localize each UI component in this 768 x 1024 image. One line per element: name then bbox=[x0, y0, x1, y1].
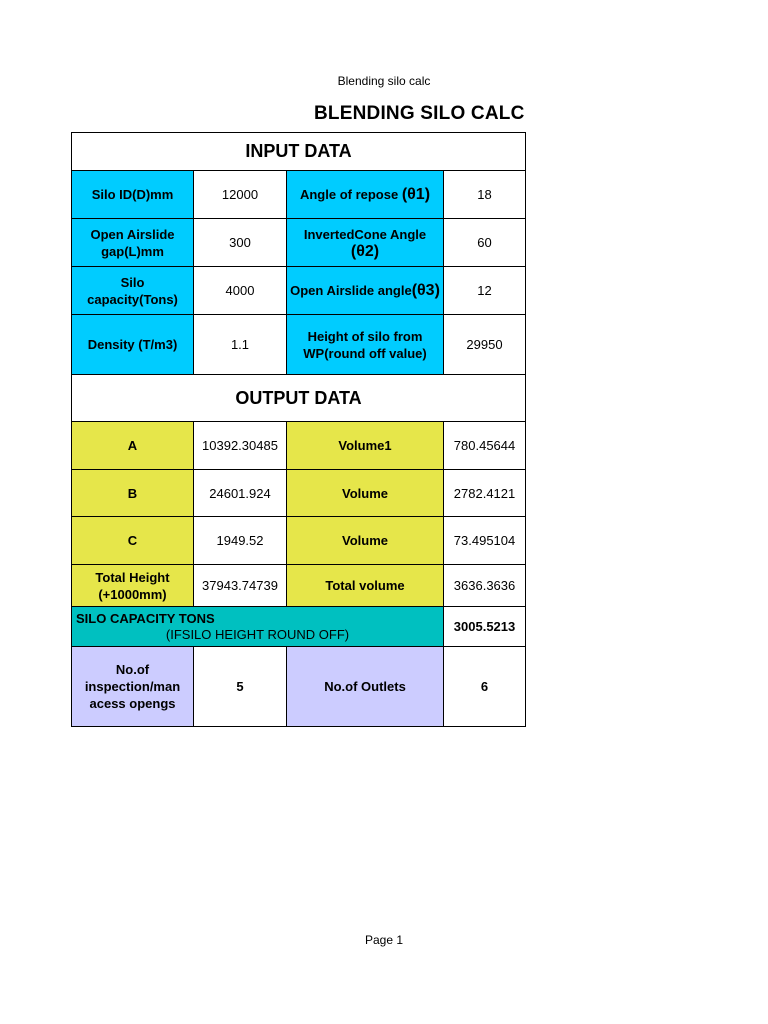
input-row bbox=[72, 315, 526, 375]
output-label: Total Height (+1000mm) bbox=[72, 565, 194, 607]
input-label: Silo ID(D)mm bbox=[72, 171, 194, 219]
output-cell[interactable]: 73.495104 bbox=[444, 517, 526, 565]
input-cell[interactable]: 12 bbox=[444, 267, 526, 315]
input-label: Open Airslide angle(θ3) bbox=[287, 267, 444, 315]
output-row bbox=[72, 517, 526, 565]
output-cell[interactable]: 3636.3636 bbox=[444, 565, 526, 607]
input-row bbox=[72, 219, 526, 267]
input-cell[interactable]: 29950 bbox=[444, 315, 526, 375]
input-row bbox=[72, 171, 526, 219]
output-label: A bbox=[72, 422, 194, 470]
output-label: Total volume bbox=[287, 565, 444, 607]
output-row bbox=[72, 565, 526, 607]
input-label: InvertedCone Angle (θ2) bbox=[287, 219, 444, 267]
input-data-heading: INPUT DATA bbox=[72, 133, 526, 171]
theta3-symbol: (θ3) bbox=[411, 282, 440, 299]
input-label: Silo capacity(Tons) bbox=[72, 267, 194, 315]
outlets-value[interactable]: 6 bbox=[444, 647, 526, 727]
sheet-title: BLENDING SILO CALC bbox=[314, 103, 524, 124]
output-label: B bbox=[72, 470, 194, 517]
input-label: Angle of repose (θ1) bbox=[287, 171, 444, 219]
output-cell[interactable]: 1949.52 bbox=[194, 517, 287, 565]
input-label: Height of silo from WP(round off value) bbox=[287, 315, 444, 375]
theta2-symbol: (θ2) bbox=[350, 242, 380, 260]
output-cell[interactable]: 2782.4121 bbox=[444, 470, 526, 517]
input-cell[interactable]: 60 bbox=[444, 219, 526, 267]
output-label: Volume bbox=[287, 517, 444, 565]
input-cell[interactable]: 12000 bbox=[194, 171, 287, 219]
capacity-row bbox=[72, 607, 526, 647]
output-cell[interactable]: 37943.74739 bbox=[194, 565, 287, 607]
silo-calc-table bbox=[71, 132, 526, 727]
input-cell[interactable]: 18 bbox=[444, 171, 526, 219]
input-row bbox=[72, 267, 526, 315]
theta1-symbol: (θ1) bbox=[401, 186, 431, 203]
page-header: Blending silo calc bbox=[337, 74, 431, 88]
output-cell[interactable]: 780.45644 bbox=[444, 422, 526, 470]
input-cell[interactable]: 1.1 bbox=[194, 315, 287, 375]
misc-row bbox=[72, 647, 526, 727]
input-cell[interactable]: 4000 bbox=[194, 267, 287, 315]
input-label: Open Airslide gap(L)mm bbox=[72, 219, 194, 267]
output-label: C bbox=[72, 517, 194, 565]
inspection-value[interactable]: 5 bbox=[194, 647, 287, 727]
output-cell[interactable]: 10392.30485 bbox=[194, 422, 287, 470]
output-row bbox=[72, 470, 526, 517]
capacity-label: SILO CAPACITY TONS bbox=[76, 610, 215, 626]
output-cell[interactable]: 24601.924 bbox=[194, 470, 287, 517]
inspection-label: No.of inspection/man acess opengs bbox=[72, 647, 194, 727]
output-label: Volume bbox=[287, 470, 444, 517]
output-data-heading: OUTPUT DATA bbox=[72, 375, 526, 422]
capacity-note: (IFSILO HEIGHT ROUND OFF) bbox=[165, 626, 350, 642]
capacity-value[interactable]: 3005.5213 bbox=[444, 607, 526, 647]
capacity-label-cell bbox=[72, 607, 444, 647]
output-label: Volume1 bbox=[287, 422, 444, 470]
outlets-label: No.of Outlets bbox=[287, 647, 444, 727]
input-cell[interactable]: 300 bbox=[194, 219, 287, 267]
output-row bbox=[72, 422, 526, 470]
input-label: Density (T/m3) bbox=[72, 315, 194, 375]
page-footer: Page 1 bbox=[364, 933, 404, 947]
